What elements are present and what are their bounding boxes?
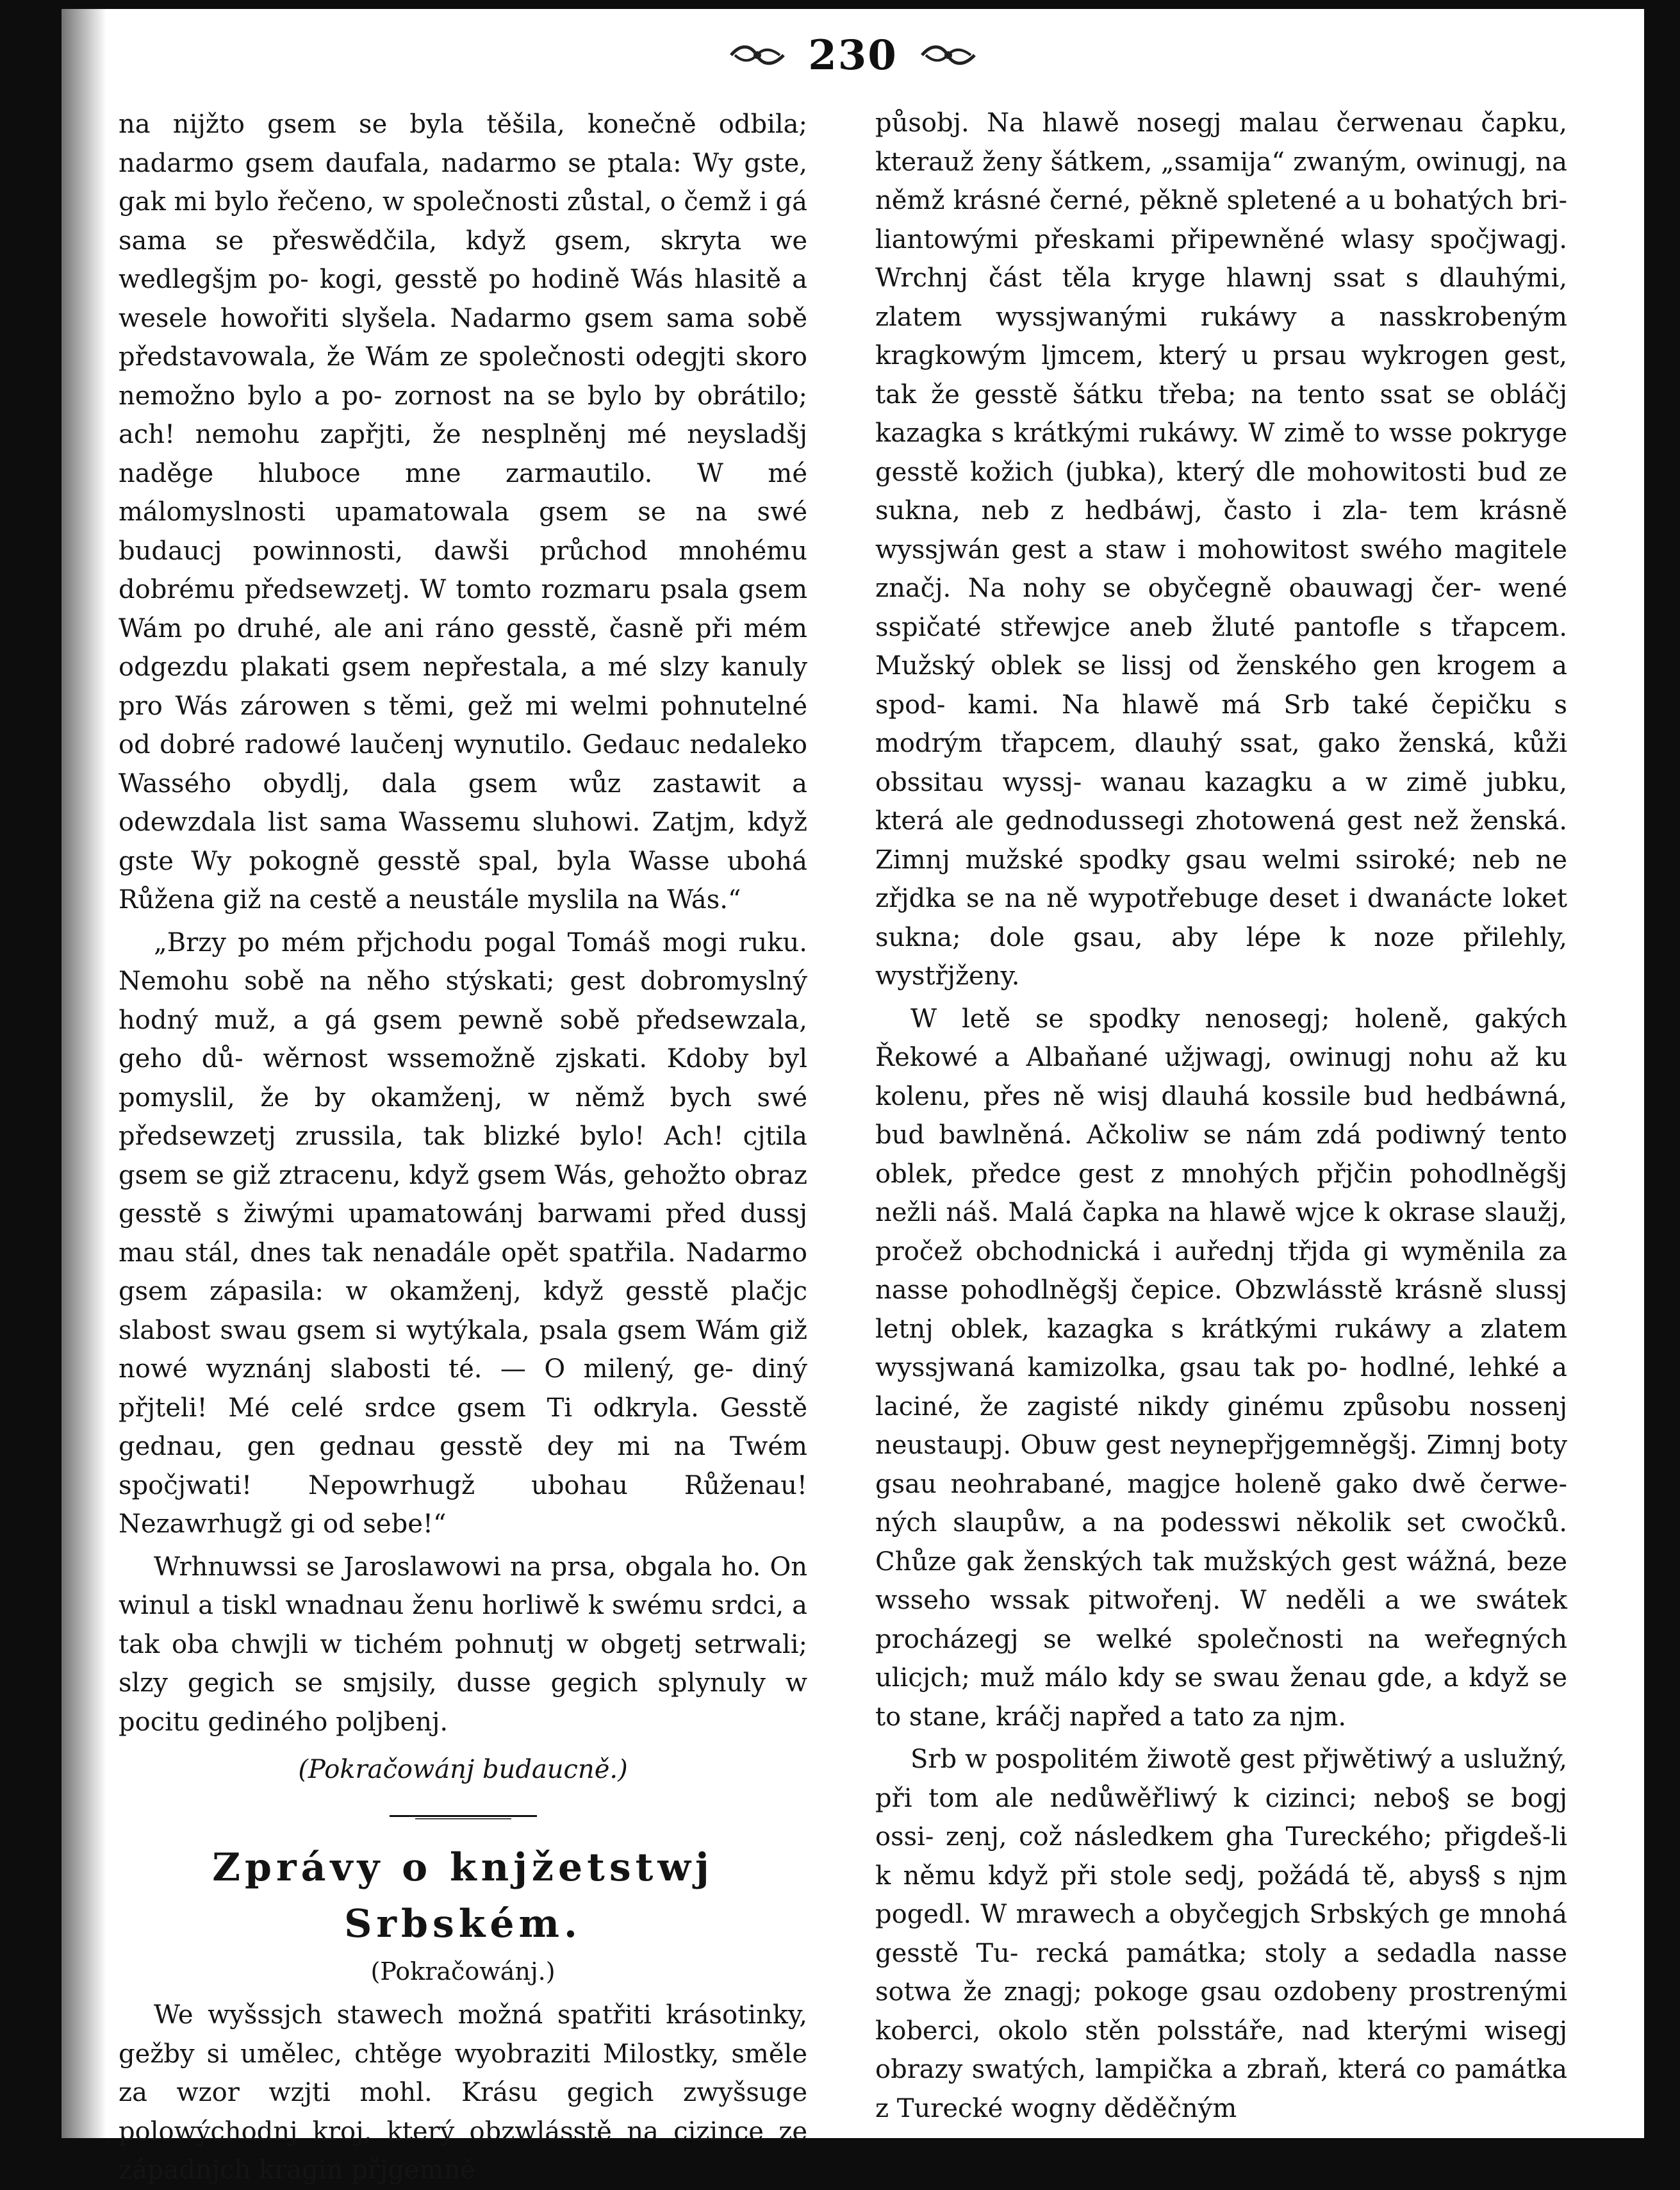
article-paragraph-2: působj. Na hlawě nosegj malau čerwenau čapku, kterauž ženy šátkem, „ssamija“ zwaným, owinugj, na němž krásné černé, pěkně spletené a u bohatých bri- liantowými přeskami připewněné wlasy spočjwagj. Wrchnj část těla kryge hlawnj ssat s dlauhými, zlatem wyssjwanými rukáwy a nasskrobeným kragkowým ljmcem, který u prsau wykrogen gest, tak že gesstě šátku třeba; na tento ssat se obláčj kazagka s krátkými rukáwy. W zimě to wsse pokryge gesstě kožich (jubka), který dle mohowitosti bud ze sukna, neb z hedbáwj, často i zla- tem krásně wyssjwán gest a staw i mohowitost swého magitele značj. Na nohy se obyčegně obauwagj čer- wené sspičaté střewjce aneb žluté pantofle s třapcem. Mužský oblek se lissj od ženského gen krogem a spod- kami. Na hlawě má Srb také čepičku s modrým třapcem, dlauhý ssat, gako ženská, kůži obssitau wyssj- wanau kazagku a w zimě jubku, která ale gednodussegi zhotowená gest než ženská. Zimnj mužské spodky gsau welmi ssiroké; neb ne zřjdka se na ně wypotřebuge deset i dwanácte loket sukna; dole gsau, aby lépe k noze přilehly, wystřjženy.: [875, 108, 1567, 991]
story-paragraph-2: „Brzy po mém přjchodu pogal Tomáš mogi ruku. Nemohu sobě na něho stýskati; gest dobromyslný hodný muž, a gá gsem pewně sobě předsewzala, geho dů- wěrnost wssemožně zjskati. Kdoby byl pomyslil, že by okamženj, w němž bych swé předsewzetj zrussila, tak blizké bylo! Ach! cjtila gsem se giž ztracenu, když gsem Wás, gehožto obraz gesstě s žiwými upamatowánj barwami před dussj mau stál, dnes tak nenadále opět spatřila. Nadarmo gsem zápasila: w okamženj, když gesstě plačjc slabost swau gsem si wytýkala, psala gsem Wám giž nowé wyznánj slabosti té. — O milený, ge- diný přjteli! Mé celé srdce gsem Ti odkryla. Gesstě gednau, gen gednau gesstě dey mi na Twém spočjwati! Nepowrhugž ubohau Růženau! Nezawrhugž gi od sebe!“: [119, 927, 807, 1539]
left-ornament-icon: [729, 40, 786, 70]
article-paragraph-3: W letě se spodky nenosegj; holeně, gakých Řekowé a Albaňané užjwagj, owinugj nohu až ku kolenu, přes ně wisj dlauhá kossile bud hedbáwná, bud bawlněná. Ačkoliw se nám zdá podiwný tento oblek, předce gest z mnohých přjčin pohodlněgšj nežli náš. Malá čapka na hlawě wjce k okrase slaužj, pročež obchodnická i auřednj třjda gi wyměnila za nasse pohodlněgšj čepice. Obzwlásstě krásně slussj letnj oblek, kazagka s krátkými rukáwy a zlatem wyssjwaná kamizolka, gsau tak po- hodlné, lehké a laciné, že zagisté nikdy ginému způsobu nossenj neustaupj. Obuw gest neynepřjgemněgšj. Zimnj boty gsau neohrabané, magjce holeně gako dwě čerwe- ných slaupůw, a na podesswi několik set cwočků. Chůze gak ženských tak mužských gest wážná, beze wsseho wssak pitwořenj. W neděli a we swátek procházegj se welké společnosti na weřegných ulicjch; muž málo kdy se swau ženau gde, a když se to stane, kráčj napřed a tato za njm.: [875, 1004, 1567, 1732]
story-paragraph-3: Wrhnuwssi se Jaroslawowi na prsa, obgala ho. On winul a tiskl wnadnau ženu horliwě k swému srdci, a tak oba chwjli w tichém pohnutj w obgetj setrwali; slzy gegich se smjsily, dusse gegich splynuly w pocitu gediného poljbenj.: [119, 1552, 807, 1737]
continuation-note: (Pokračowánj budaucně.): [298, 1755, 628, 1784]
right-column: [875, 104, 1567, 2128]
story-paragraph-1: na nijžto gsem se byla těšila, konečně odbila; nadarmo gsem daufala, nadarmo se ptala: Wy gste, gak mi bylo řečeno, w společnosti zůstal, o čemž i gá sama se přeswědčila, když gsem, skryta we wedlegšjm po- kogi, gesstě po hodině Wás hlasitě a wesele howořiti slyšela. Nadarmo gsem sama sobě představowala, že Wám ze společnosti odegjti skoro nemožno bylo a po- zornost na se bylo by obrátilo; ach! nemohu zapřjti, že nesplněnj mé neysladšj naděge hluboce mne zarmautilo. W mé málomyslnosti upamatowala gsem se na swé budaucj powinnosti, dawši průchod mnohému dobrému předsewzetj. W tomto rozmaru psala gsem Wám po druhé, ale ani ráno gesstě, časně při mém odgezdu plakati gsem nepřestala, a mé slzy kanuly pro Wás zárowen s těmi, gež mi welmi pohnutelné od dobré radowé laučenj wynutilo. Gedauc nedaleko Wassého obydlj, dala gsem wůz zastawit a odewzdala list sama Wassemu sluhowi. Zatjm, když gste Wy pokogně gesstě spal, byla Wasse ubohá Růžena giž na cestě a neustále myslila na Wás.“: [119, 110, 807, 915]
left-column: [119, 105, 807, 2190]
scan-edge-shadow: [62, 9, 106, 2138]
divider-rule-icon: [390, 1814, 537, 1820]
article-subtitle: (Pokračowánj.): [370, 1957, 556, 1986]
page-number: 230: [808, 31, 898, 79]
article-paragraph-4: Srb w pospolitém žiwotě gest přjwětiwý a uslužný, při tom ale nedůwěřliwý k cizinci; nebo§ se bogj ossi- zenj, což následkem gha Tureckého; přigdeš-li k němu když při stole sedj, požádá tě, abys§ s njm pogedl. W mrawech a obyčegjch Srbských ge mnohá gesstě Tu- recká památka; stoly a sedadla nasse sotwa že znagj; pokoge gsau ozdobeny prostrenými koberci, okolo stěn polsstáře, nad kterými wisegj obrazy swatých, lampička a zbraň, která co památka z Turecké wogny děděčným: [875, 1745, 1567, 2123]
page-header: [62, 23, 1644, 87]
right-ornament-icon: [919, 40, 977, 70]
article-title: Zprávy o knjžetstwj Srbském.: [212, 1845, 714, 1946]
page: [62, 9, 1644, 2185]
section-divider: [119, 1814, 807, 1820]
article-paragraph-1: We wyšssjch stawech možná spatřiti krásotinky, gežby si umělec, chtěge wyobraziti Milostky, směle za wzor wzjti mohl. Krásu gegich zwyšsuge polowýchodnj kroj, který obzwlásstě na cizince ze západnjch kragin přjgemně: [119, 2000, 807, 2185]
